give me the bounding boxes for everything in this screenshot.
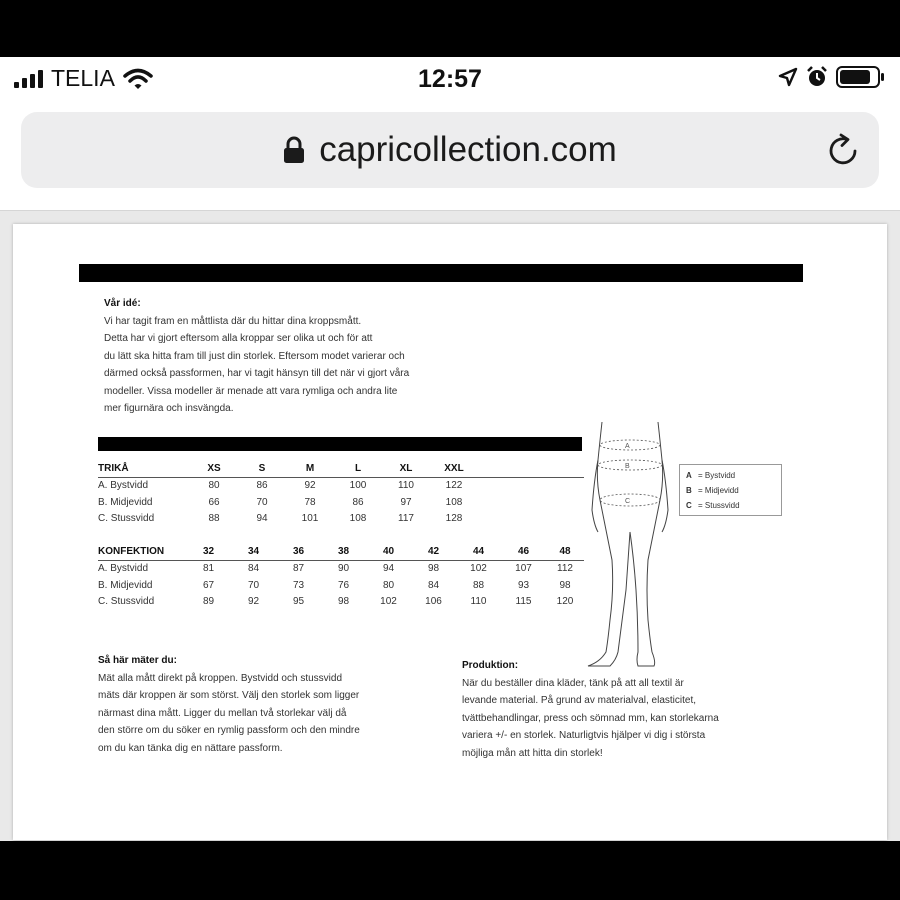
- cell: 98: [559, 579, 571, 591]
- row-label: B. Midjevidd: [98, 579, 153, 591]
- legend-text: = Stussvidd: [698, 501, 740, 510]
- intro-line: Detta har vi gjort eftersom alla kroppar ser olika ut och för att: [104, 333, 373, 344]
- measure-line: mäts där kroppen är som störst. Välj den storlek som ligger: [98, 690, 360, 701]
- row-label: C. Stussvidd: [98, 596, 155, 608]
- cell: 120: [556, 596, 574, 608]
- cell: 101: [301, 513, 319, 525]
- size-header: XXL: [430, 460, 478, 477]
- cell: 98: [337, 596, 350, 608]
- cell: 76: [337, 579, 350, 591]
- table-row: [98, 477, 584, 494]
- clock: 12:57: [418, 65, 482, 93]
- konfektion-label: KONFEKTION: [98, 543, 186, 560]
- production-line: När du beställer dina kläder, tänk på att all textil är: [462, 677, 684, 689]
- figure-label-b: B: [625, 463, 630, 470]
- measure-heading: Så här mäter du:: [98, 655, 177, 666]
- row-label: C. Stussvidd: [98, 513, 155, 525]
- size-header: 34: [231, 543, 276, 560]
- figure-label-a: A: [625, 443, 630, 450]
- production-line: variera +/- en storlek. Naturligtvis hjälper vi dig i största: [462, 730, 706, 741]
- cell: 128: [445, 513, 463, 525]
- size-header: 38: [321, 543, 366, 560]
- size-header: 40: [366, 543, 411, 560]
- size-header: XS: [190, 460, 238, 477]
- row-label: A. Bystvidd: [98, 563, 149, 575]
- cell: 100: [349, 480, 367, 492]
- measure-line: den större om du söker en rymlig passform och den mindre: [98, 725, 360, 736]
- cell: 117: [398, 513, 414, 525]
- figure-label-c: C: [625, 498, 631, 505]
- location-icon: [778, 67, 798, 87]
- size-header: L: [334, 460, 382, 477]
- table-header-bar: [98, 437, 582, 451]
- size-header: 46: [501, 543, 546, 560]
- intro-line: Vi har tagit fram en måttlista där du hittar dina kroppsmått.: [104, 315, 362, 327]
- legend-text: = Midjevidd: [698, 486, 739, 495]
- intro-line: modeller. Vissa modeller är menade att vara rymliga och andra lite: [104, 385, 398, 397]
- lock-icon: [283, 135, 305, 165]
- status-right: [778, 65, 886, 89]
- cell: 115: [515, 596, 532, 608]
- production-line: tvättbehandlingar, press och sömnad mm, kan storlekarna: [462, 712, 719, 724]
- body-figure-illustration: [580, 420, 680, 672]
- legend-item: [686, 468, 775, 483]
- trika-size-table: [98, 460, 584, 527]
- size-header: XL: [382, 460, 430, 477]
- row-label: A. Bystvidd: [98, 480, 149, 492]
- legend-item: [686, 483, 775, 498]
- legend-text: = Bystvidd: [698, 471, 736, 480]
- legend-key: B: [686, 486, 692, 495]
- intro-line: mer figurnära och insvängda.: [104, 403, 234, 414]
- address-bar[interactable]: [21, 112, 879, 188]
- cell: 80: [382, 579, 395, 591]
- cell: 88: [472, 579, 485, 591]
- cell: 122: [445, 480, 463, 492]
- table-row: [98, 560, 584, 577]
- header-bar: [79, 264, 803, 282]
- intro-section: [104, 295, 504, 418]
- cell: 70: [256, 496, 268, 508]
- url-text[interactable]: capricollection.com: [319, 130, 617, 169]
- cell: 107: [515, 563, 532, 575]
- cell: 87: [292, 563, 305, 575]
- cell: 110: [398, 480, 414, 492]
- cell: 108: [445, 496, 463, 508]
- konfektion-size-table: [98, 543, 584, 610]
- measurement-legend: [679, 464, 782, 516]
- size-header: S: [238, 460, 286, 477]
- cell: 94: [256, 513, 268, 525]
- measure-line: Mät alla mått direkt på kroppen. Bystvidd och stussvidd: [98, 672, 343, 684]
- legend-key: A: [686, 471, 692, 480]
- table-header-row: [98, 460, 584, 477]
- table-header-row: [98, 543, 584, 560]
- measure-line: närmast dina mått. Ligger du mellan två storlekar välj då: [98, 707, 347, 719]
- intro-heading: Vår idé:: [104, 298, 141, 309]
- table-row: [98, 511, 584, 528]
- production-line: möjliga mån att hitta din storlek!: [462, 747, 603, 759]
- table-row: [98, 594, 584, 611]
- trika-label: TRIKÅ: [98, 460, 190, 477]
- size-header: 44: [456, 543, 501, 560]
- cell: 90: [337, 563, 350, 575]
- cell: 84: [427, 579, 440, 591]
- size-header: 48: [546, 543, 584, 560]
- size-header: M: [286, 460, 334, 477]
- cell: 92: [247, 596, 260, 608]
- battery-icon: [836, 65, 886, 89]
- alarm-icon: [806, 66, 828, 88]
- size-header: 32: [186, 543, 231, 560]
- size-header: 36: [276, 543, 321, 560]
- production-heading: Produktion:: [462, 660, 519, 671]
- cell: 97: [400, 496, 412, 508]
- production-line: levande material. På grund av materialval, elasticitet,: [462, 695, 697, 706]
- browser-toolbar: [0, 105, 900, 211]
- cell: 94: [382, 563, 395, 575]
- cell: 66: [208, 496, 220, 508]
- intro-line: därmed också passformen, har vi tagit hänsyn till det när vi gjort våra: [104, 368, 410, 379]
- intro-line: du lätt ska hitta fram till just din storlek. Eftersom modet varierar och: [104, 350, 405, 362]
- row-label: B. Midjevidd: [98, 496, 153, 508]
- cell: 93: [517, 579, 530, 591]
- cell: 86: [352, 496, 364, 508]
- cell: 95: [292, 596, 305, 608]
- cell: 92: [304, 480, 316, 492]
- legend-item: [686, 498, 775, 513]
- cell: 70: [247, 579, 260, 591]
- production-section: [462, 657, 782, 762]
- carrier-name: TELIA: [51, 65, 115, 91]
- reload-icon[interactable]: [825, 132, 861, 168]
- legend-key: C: [686, 501, 692, 510]
- cell: 88: [208, 513, 220, 525]
- cell: 112: [557, 563, 573, 575]
- size-header: 42: [411, 543, 456, 560]
- cell: 108: [349, 513, 367, 525]
- cell: 78: [304, 496, 316, 508]
- cell: 98: [427, 563, 440, 575]
- table-row: [98, 494, 584, 511]
- cell: 80: [208, 480, 220, 492]
- cell: 89: [202, 596, 215, 608]
- cell: 110: [470, 596, 487, 608]
- cell: 86: [256, 480, 268, 492]
- cell: 102: [470, 563, 487, 575]
- status-bar: [0, 57, 900, 105]
- measure-section: [98, 652, 428, 757]
- cell: 73: [292, 579, 305, 591]
- cell: 67: [202, 579, 215, 591]
- cell: 106: [425, 596, 442, 608]
- cell: 84: [247, 563, 260, 575]
- cell: 81: [202, 563, 215, 575]
- bottom-frame: [0, 841, 900, 900]
- measure-line: om du kan tänka dig en nättare passform.: [98, 742, 283, 754]
- cell: 102: [380, 596, 397, 608]
- table-row: [98, 577, 584, 594]
